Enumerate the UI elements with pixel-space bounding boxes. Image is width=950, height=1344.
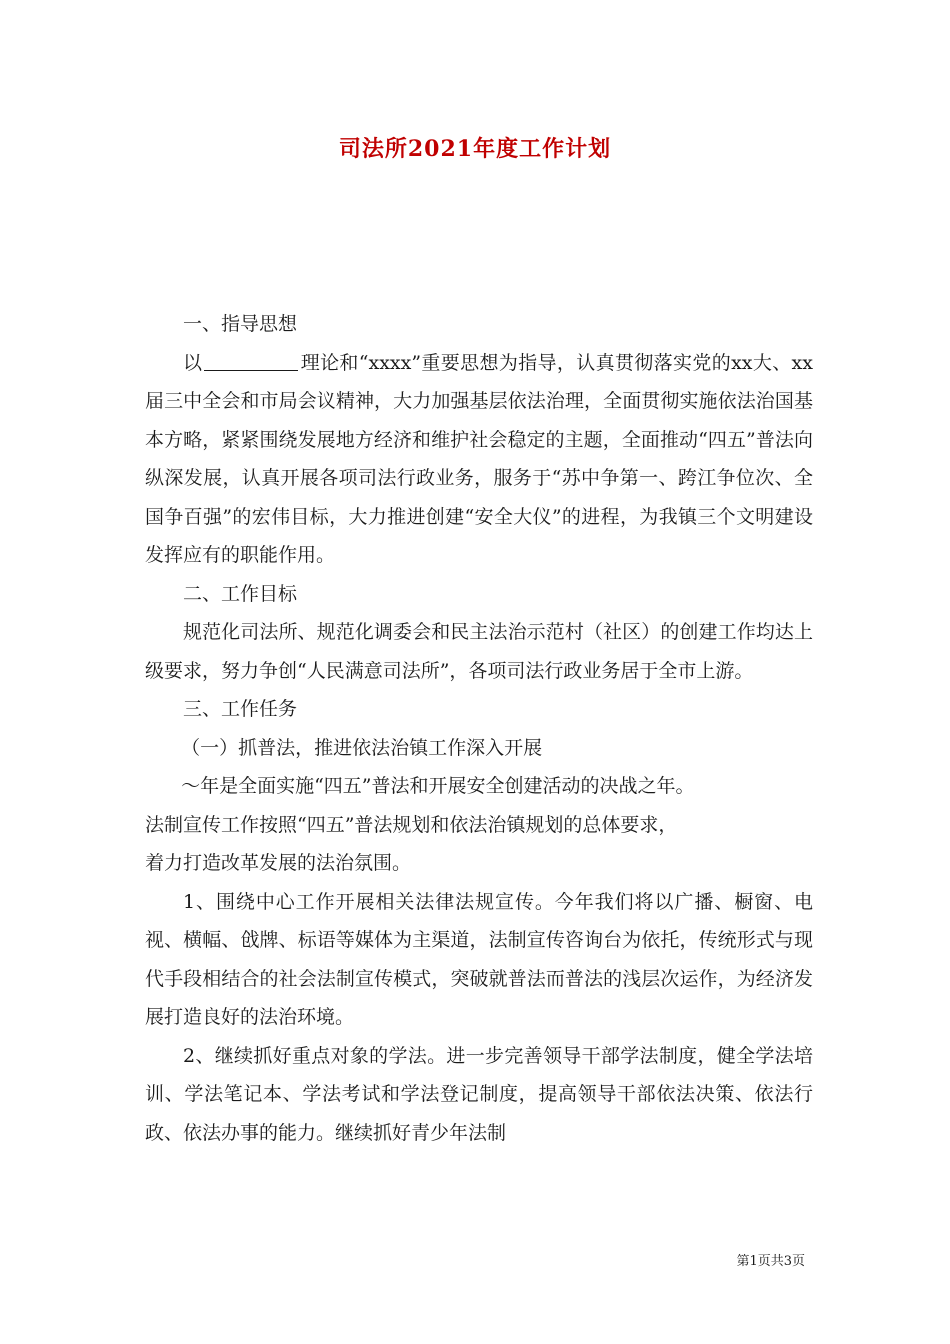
list-item-key-targets: 2、继续抓好重点对象的学法。进一步完善领导干部学法制度，健全学法培训、学法笔记本、学法考试和学法登记制度，提高领导干部依法决策、依法行政、依法办事的能力。继续抓好青少年法制 — [145, 1044, 813, 1144]
section-heading-work-goals: 二、工作目标 — [183, 582, 298, 605]
section-heading-guiding-ideology: 一、指导思想 — [183, 313, 298, 335]
paragraph-text: 理论和“xxxx”重要思想为指导，认真贯彻落实党的xx大、xx届三中全会和市局会议精神，大力加强基层依法治理，全面贯彻实施依法治国基本方略，紧紧围绕发展地方经济和维护社会稳定的主题，全面推动“四五”普法向纵深发展，认真开展各项司法行政业务，服务于“苏中争第一、跨江争位次、全国争百强”的宏伟目标，大力推进创建“安全大仪”的进程，为我镇三个文明建设发挥应有的职能作用。 — [145, 351, 813, 566]
subsection-heading-legal-education: （一）抓普法，推进依法治镇工作深入开展 — [181, 736, 543, 759]
paragraph-lead-text: 以 — [183, 351, 203, 374]
paragraph-line: 着力打造改革发展的法治氛围。 — [145, 852, 412, 874]
paragraph-line: ～年是全面实施“四五”普法和开展安全创建活动的决战之年。 — [181, 775, 695, 797]
paragraph-work-goals: 规范化司法所、规范化调委会和民主法治示范村（社区）的创建工作均达上级要求，努力争创“人民满意司法所”，各项司法行政业务居于全市上游。 — [145, 621, 813, 682]
paragraph-guiding-ideology — [145, 344, 813, 575]
document-body — [145, 305, 813, 1152]
paragraph-line: 法制宣传工作按照“四五”普法规划和依法治镇规划的总体要求， — [145, 813, 678, 836]
page-number: 第1页共3页 — [736, 1254, 805, 1269]
list-item-publicity: 1、围绕中心工作开展相关法律法规宣传。今年我们将以广播、橱窗、电视、横幅、戗牌、标语等媒体为主渠道，法制宣传咨询台为依托，传统形式与现代手段相结合的社会法制宣传模式，突破就普法而普法的浅层次运作，为经济发展打造良好的法治环境。 — [145, 890, 813, 1028]
section-heading-work-tasks: 三、工作任务 — [183, 698, 298, 720]
blank-underline — [204, 351, 298, 371]
document-title: 司法所2021年度工作计划 — [338, 136, 612, 162]
